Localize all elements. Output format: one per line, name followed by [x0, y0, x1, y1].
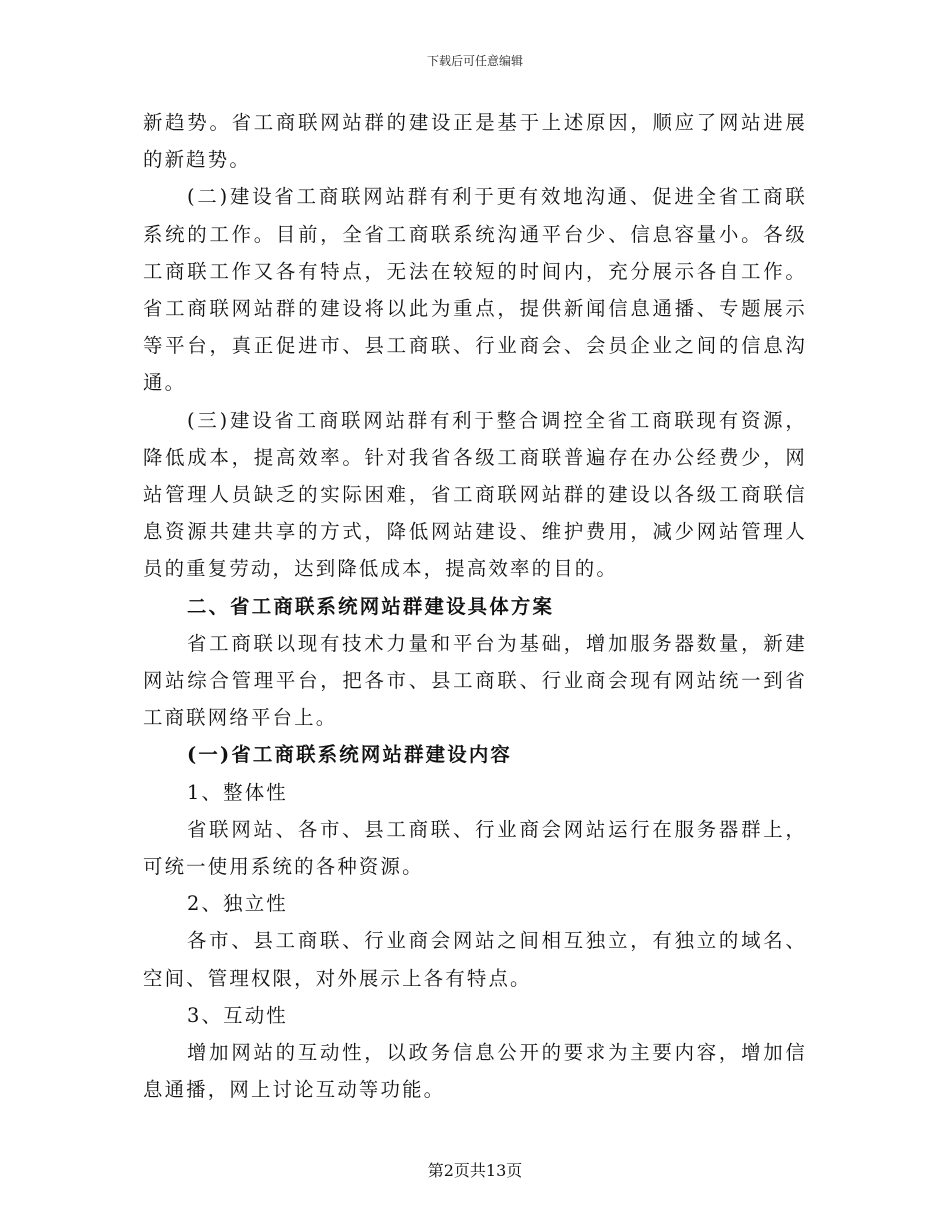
paragraph-point-two: (二)建设省工商联网站群有利于更有效地沟通、促进全省工商联系统的工作。目前，全省工商联系统沟通平台少、信息容量小。各级工商联工作又各有特点，无法在较短的时间内，充分展示各自工作。省工商联网站群的建设将以此为重点，提供新闻信息通播、专题展示等平台，真正促进市、县工商联、行业商会、会员企业之间的信息沟通。	[143, 185, 807, 395]
item-heading-independence: 2、独立性	[187, 892, 288, 916]
item-heading-interactivity: 3、互动性	[187, 1003, 288, 1027]
page-number-footer: 第2页共13页	[427, 1161, 523, 1180]
page-header: 下载后可任意编辑	[426, 54, 523, 68]
paragraph-plan-intro: 省工商联以现有技术力量和平台为基础，增加服务器数量，新建网站综合管理平台，把各市、县工商联、行业商会现有网站统一到省工商联网络平台上。	[143, 631, 807, 730]
subsection-heading-content: (一)省工商联系统网站群建设内容	[187, 743, 513, 767]
section-heading-two: 二、省工商联系统网站群建设具体方案	[187, 594, 555, 618]
paragraph-independence: 各市、县工商联、行业商会网站之间相互独立，有独立的域名、空间、管理权限，对外展示上各有特点。	[143, 929, 807, 990]
paragraph-point-three: (三)建设省工商联网站群有利于整合调控全省工商联现有资源，降低成本，提高效率。针对我省各级工商联普遍存在办公经费少，网站管理人员缺乏的实际困难，省工商联网站群的建设以各级工商联信息资源共建共享的方式，降低网站建设、维护费用，减少网站管理人员的重复劳动，达到降低成本，提高效率的目的。	[143, 408, 807, 581]
paragraph-interactivity: 增加网站的互动性，以政务信息公开的要求为主要内容，增加信息通播，网上讨论互动等功能。	[143, 1041, 807, 1102]
document-body	[143, 104, 807, 1108]
item-heading-integrity: 1、整体性	[187, 780, 288, 804]
paragraph-continuation: 新趋势。省工商联网站群的建设正是基于上述原因，顺应了网站进展的新趋势。	[143, 111, 807, 172]
paragraph-integrity: 省联网站、各市、县工商联、行业商会网站运行在服务器群上，可统一使用系统的各种资源。	[143, 817, 807, 879]
